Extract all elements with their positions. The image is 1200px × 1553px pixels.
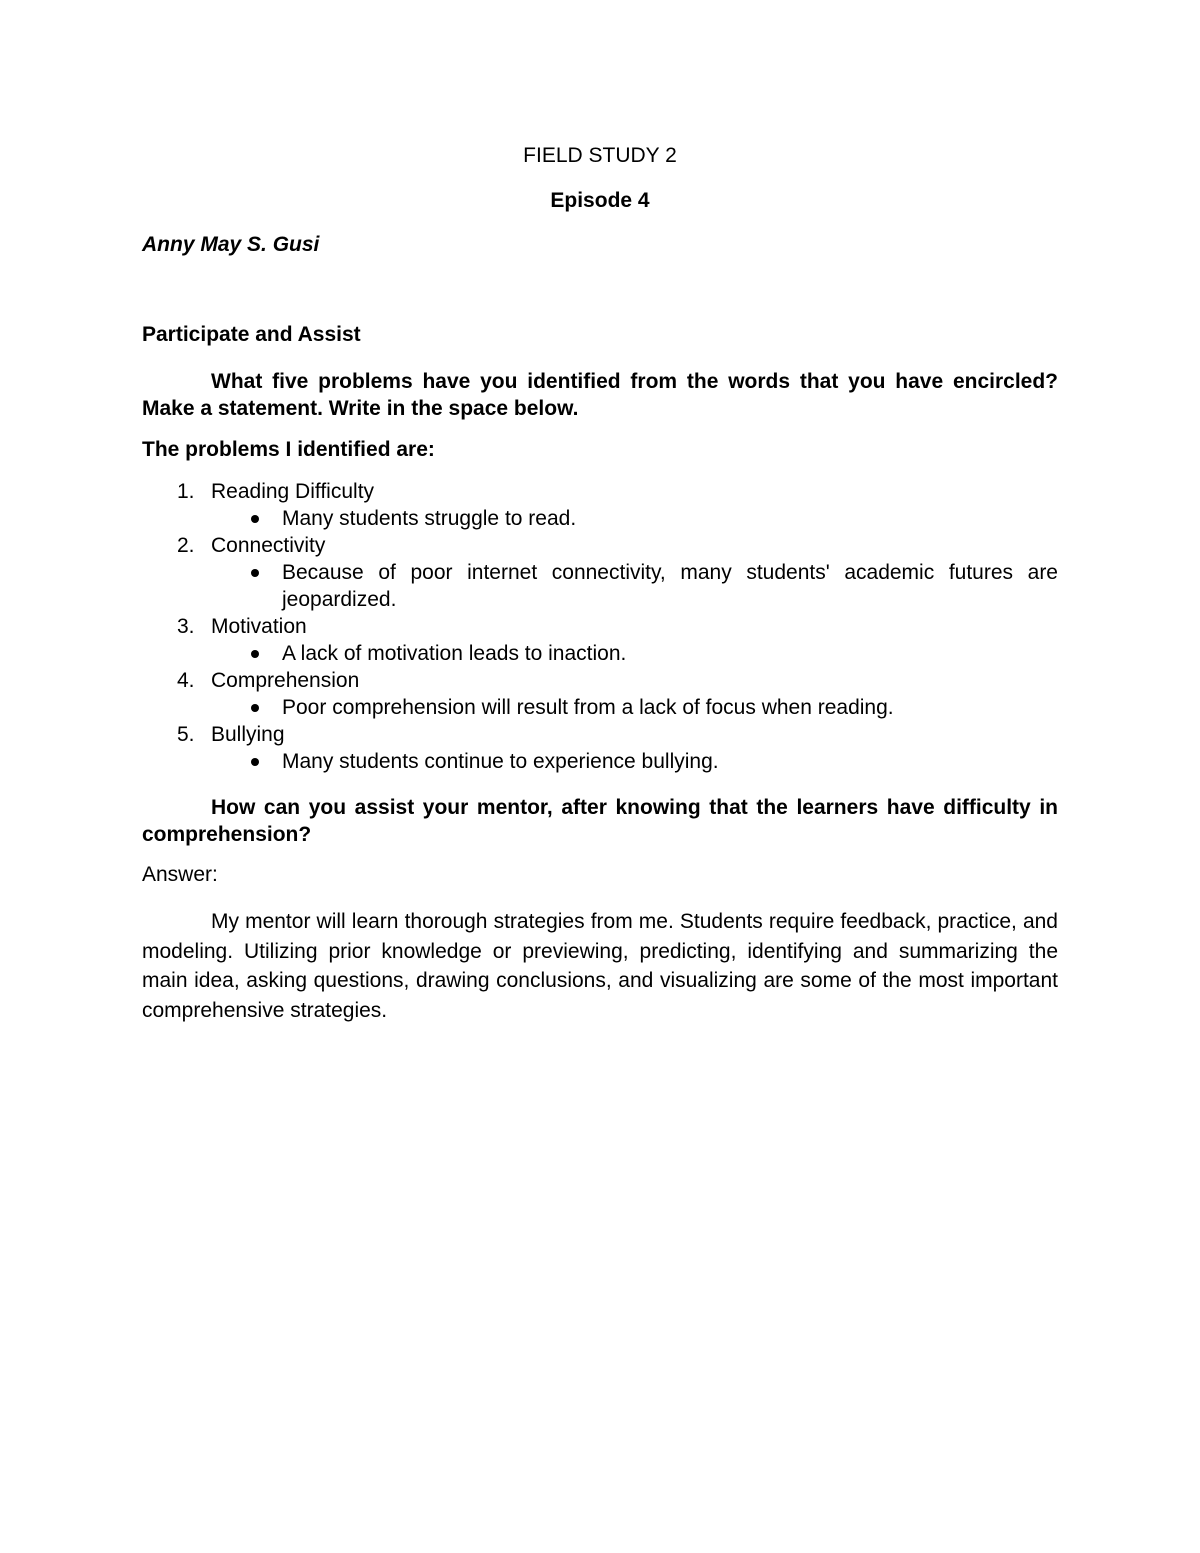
episode-heading: Episode 4 bbox=[550, 189, 650, 212]
problem-detail: Because of poor internet connectivity, many students' academic futures are jeopardized. bbox=[282, 561, 1058, 611]
document-title: FIELD STUDY 2 bbox=[523, 144, 677, 167]
problem-detail: Poor comprehension will result from a lack of focus when reading. bbox=[282, 696, 894, 719]
problems-intro: The problems I identified are: bbox=[142, 438, 435, 461]
bullet-icon bbox=[251, 650, 259, 658]
bullet-icon bbox=[251, 758, 259, 766]
section-title: Participate and Assist bbox=[142, 323, 361, 346]
bullet-icon bbox=[251, 704, 259, 712]
problem-label: Connectivity bbox=[211, 534, 326, 557]
problem-label: Comprehension bbox=[211, 669, 360, 692]
list-item bbox=[142, 532, 1058, 613]
question-2: How can you assist your mentor, after knowing that the learners have difficulty in comprehension? bbox=[142, 796, 1058, 846]
author-name: Anny May S. Gusi bbox=[142, 233, 320, 256]
list-item bbox=[142, 667, 1058, 721]
problem-detail: Many students continue to experience bullying. bbox=[282, 750, 719, 773]
problem-detail: Many students struggle to read. bbox=[282, 507, 577, 530]
list-item bbox=[142, 478, 1058, 532]
answer-text: My mentor will learn thorough strategies from me. Students require feedback, practice, and modeling. Utilizing prior knowledge or previewing, predicting, identifying and summarizing the main idea, asking questions, drawing conclusions, and visualizing are some of the most important comprehensive strategies. bbox=[142, 910, 1058, 1022]
list-number: 1. bbox=[177, 480, 195, 503]
question-1: What five problems have you identified from the words that you have encircled? Make a statement. Write in the space below. bbox=[142, 370, 1058, 420]
document-page bbox=[142, 0, 1058, 1553]
answer-label: Answer: bbox=[142, 863, 218, 886]
list-number: 4. bbox=[177, 669, 195, 692]
list-number: 2. bbox=[177, 534, 195, 557]
bullet-icon bbox=[251, 569, 259, 577]
list-number: 3. bbox=[177, 615, 195, 638]
list-number: 5. bbox=[177, 723, 195, 746]
problem-detail: A lack of motivation leads to inaction. bbox=[282, 642, 627, 665]
problem-label: Bullying bbox=[211, 723, 285, 746]
problems-list bbox=[142, 478, 1058, 775]
bullet-icon bbox=[251, 515, 259, 523]
list-item bbox=[142, 613, 1058, 667]
list-item bbox=[142, 721, 1058, 775]
problem-label: Reading Difficulty bbox=[211, 480, 375, 503]
problem-label: Motivation bbox=[211, 615, 307, 638]
